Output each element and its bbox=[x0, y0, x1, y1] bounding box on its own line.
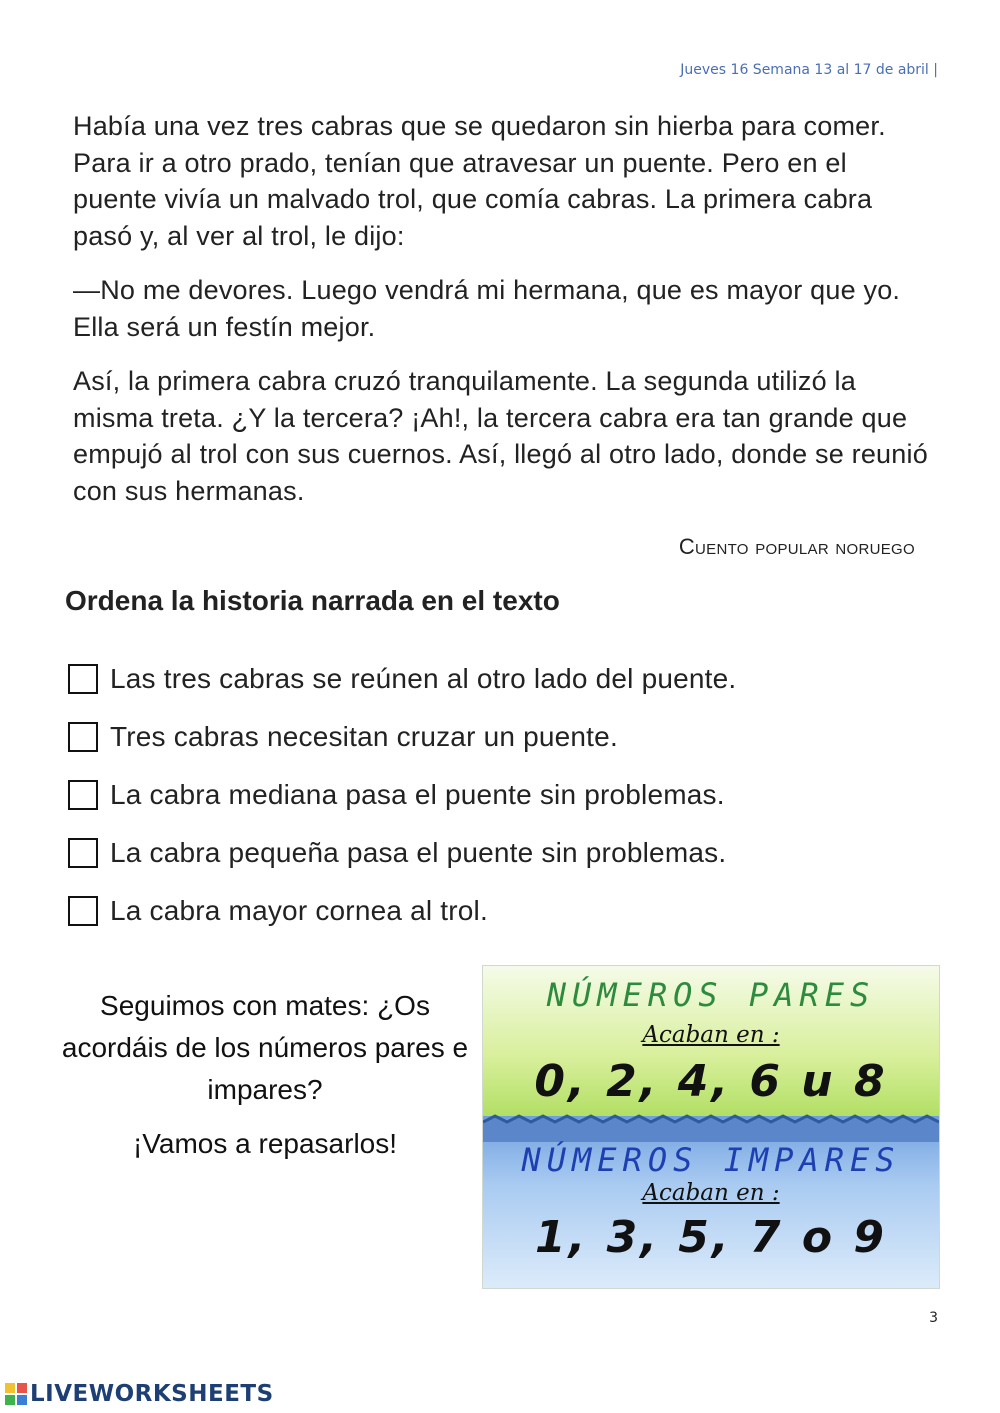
order-checkbox[interactable] bbox=[68, 838, 98, 868]
order-checkbox[interactable] bbox=[68, 664, 98, 694]
logo-icon bbox=[5, 1383, 27, 1405]
even-digits: 0, 2, 4, 6 u 8 bbox=[534, 1056, 888, 1107]
story-source: Cuento popular noruego bbox=[678, 534, 915, 559]
checklist-item-label: Tres cabras necesitan cruzar un puente. bbox=[110, 721, 618, 752]
order-checkbox[interactable] bbox=[68, 780, 98, 810]
checklist-item-label: La cabra mayor cornea al trol. bbox=[110, 895, 488, 926]
story-text bbox=[73, 108, 933, 527]
story-paragraph: Había una vez tres cabras que se quedaron sin hierba para comer. Para ir a otro prado, tenían que atravesar un puente. Pero en el puente vivía un malvado trol, que comía cabras. La primera cabra pasó y, al ver al trol, le dijo: bbox=[73, 111, 886, 251]
checklist-item bbox=[68, 882, 948, 940]
odd-numbers-title: NÚMEROS IMPARES bbox=[521, 1141, 901, 1179]
wave-divider bbox=[483, 1108, 939, 1142]
checklist-item bbox=[68, 766, 948, 824]
task-title: Ordena la historia narrada en el texto bbox=[65, 585, 560, 616]
checklist-item-label: Las tres cabras se reúnen al otro lado del puente. bbox=[110, 663, 737, 694]
even-numbers-title: NÚMEROS PARES bbox=[546, 976, 876, 1014]
order-checkbox[interactable] bbox=[68, 896, 98, 926]
even-numbers-subtitle: Acaban en : bbox=[642, 1022, 780, 1048]
order-checkbox[interactable] bbox=[68, 722, 98, 752]
odd-digits: 1, 3, 5, 7 o 9 bbox=[534, 1212, 888, 1263]
liveworksheets-logo[interactable] bbox=[5, 1381, 274, 1407]
logo-text: LIVEWORKSHEETS bbox=[30, 1381, 274, 1407]
even-odd-poster bbox=[482, 965, 940, 1289]
math-intro-text: Seguimos con mates: ¿Os acordáis de los números pares e impares? bbox=[61, 990, 469, 1105]
checklist-item-label: La cabra mediana pasa el puente sin problemas. bbox=[110, 779, 725, 810]
story-paragraph: Así, la primera cabra cruzó tranquilamente. La segunda utilizó la misma treta. ¿Y la tercera? ¡Ah!, la tercera cabra era tan grande que empujó al trol con sus cuernos. Así, llegó al otro lado, donde se reunió con sus hermanas. bbox=[73, 366, 928, 506]
math-intro bbox=[60, 985, 470, 1177]
odd-numbers-subtitle: Acaban en : bbox=[642, 1180, 780, 1206]
page-number: 3 bbox=[929, 1310, 938, 1326]
checklist-item bbox=[68, 650, 948, 708]
story-paragraph: —No me devores. Luego vendrá mi hermana, que es mayor que yo. Ella será un festín mejor. bbox=[73, 275, 901, 342]
ordering-checklist bbox=[68, 650, 948, 940]
checklist-item bbox=[68, 824, 948, 882]
checklist-item-label: La cabra pequeña pasa el puente sin problemas. bbox=[110, 837, 727, 868]
header-date: Jueves 16 Semana 13 al 17 de abril | bbox=[680, 62, 938, 78]
checklist-item bbox=[68, 708, 948, 766]
math-cta-text: ¡Vamos a repasarlos! bbox=[132, 1128, 398, 1159]
